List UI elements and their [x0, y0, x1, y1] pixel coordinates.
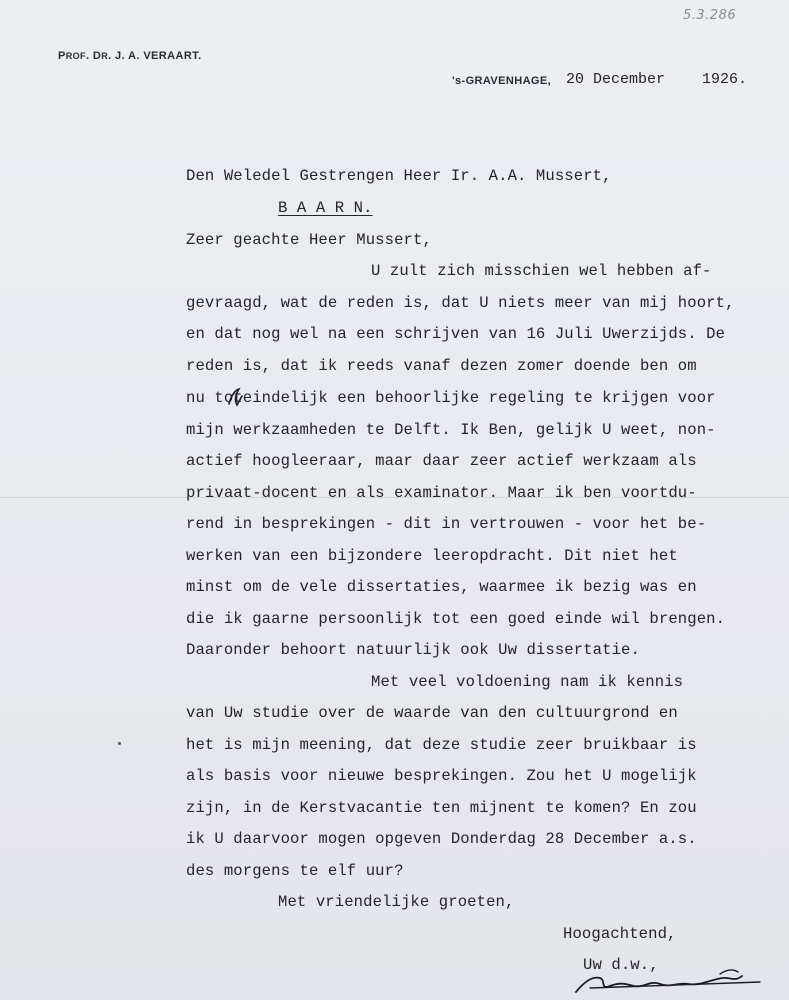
body-line: Daaronder behoort natuurlijk ook Uw dissertatie.: [186, 641, 640, 659]
body-line: die ik gaarne persoonlijk tot een goed einde wil brengen.: [186, 610, 726, 628]
closing-line: Met vriendelijke groeten,: [278, 893, 515, 911]
addressee-city: B A A R N.: [278, 199, 373, 217]
body-line: mijn werkzaamheden te Delft. Ik Ben, gelijk U weet, non-: [186, 421, 716, 439]
body-line: het is mijn meening, dat deze studie zeer bruikbaar is: [186, 736, 697, 754]
handwritten-signature: [570, 964, 770, 998]
body-line: van Uw studie over de waarde van den cultuurgrond en: [186, 704, 678, 722]
body-line: nu toteindelijk een behoorlijke regeling te krijgen voor: [186, 389, 716, 407]
ink-speck: [118, 742, 121, 745]
body-line: ik U daarvoor mogen opgeven Donderdag 28 December a.s.: [186, 830, 697, 848]
body-line: gevraagd, wat de reden is, dat U niets meer van mij hoort,: [186, 294, 735, 312]
archive-number: 5.3.286: [683, 8, 737, 23]
body-line: Met veel voldoening nam ik kennis: [371, 673, 684, 691]
signoff-abbrev: Uw d.w.,: [583, 956, 659, 974]
body-line: reden is, dat ik reeds vanaf dezen zomer doende ben om: [186, 357, 697, 375]
body-line: actief hoogleeraar, maar daar zeer actief werkzaam als: [186, 452, 697, 470]
letterhead-name: PROF. DR. J. A. VERAART.: [58, 50, 202, 62]
salutation: Zeer geachte Heer Mussert,: [186, 231, 432, 249]
body-line: als basis voor nieuwe besprekingen. Zou het U mogelijk: [186, 767, 697, 785]
body-line: U zult zich misschien wel hebben af-: [371, 262, 712, 280]
body-line: zijn, in de Kerstvacantie ten mijnent te komen? En zou: [186, 799, 697, 817]
handwritten-correction-mark: [226, 386, 244, 408]
letterhead-place: 's-GRAVENHAGE,: [452, 75, 552, 87]
body-line: rend in besprekingen - dit in vertrouwen - voor het be-: [186, 515, 707, 533]
body-line: privaat-docent en als examinator. Maar ik ben voortdu-: [186, 484, 697, 502]
letter-year: 1926.: [702, 71, 748, 88]
letter-date: 20 December: [566, 71, 666, 88]
body-line: minst om de vele dissertaties, waarmee ik bezig was en: [186, 578, 697, 596]
addressee-line: Den Weledel Gestrengen Heer Ir. A.A. Mussert,: [186, 167, 612, 185]
body-line: des morgens te elf uur?: [186, 862, 404, 880]
body-line: werken van een bijzondere leeropdracht. Dit niet het: [186, 547, 678, 565]
body-line: en dat nog wel na een schrijven van 16 Juli Uwerzijds. De: [186, 325, 726, 343]
signoff-line: Hoogachtend,: [563, 925, 677, 943]
